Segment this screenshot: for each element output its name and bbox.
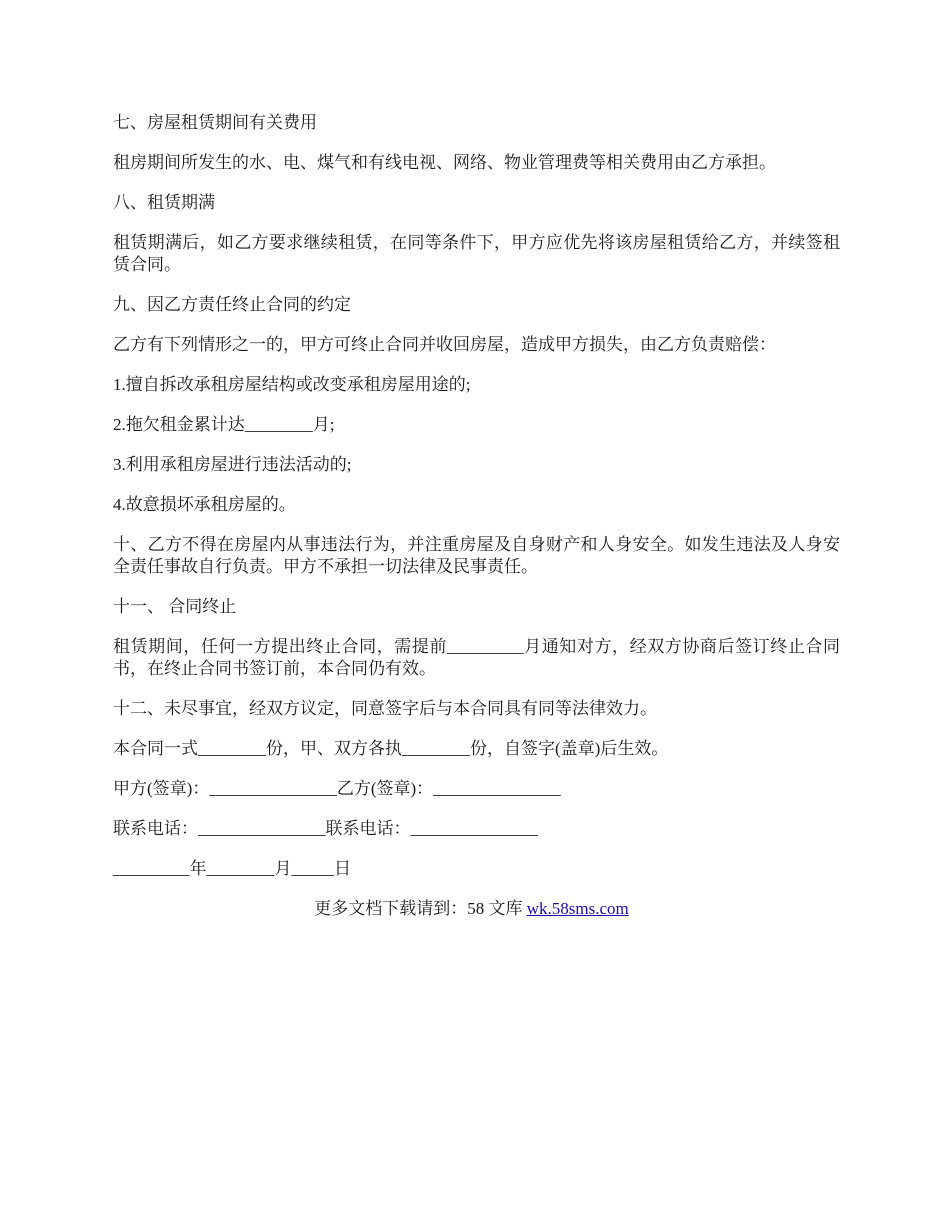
section-11-heading: 十一、 合同终止: [113, 597, 237, 616]
section-9-intro: 乙方有下列情形之一的，甲方可终止合同并收回房屋，造成甲方损失，由乙方负责赔偿：: [113, 335, 776, 354]
footer-link[interactable]: wk.58sms.com: [526, 899, 629, 918]
copies-clause: 本合同一式________份，甲、双方各执________份，自签字(盖章)后生效。: [113, 739, 669, 758]
section-8-heading: 八、租赁期满: [113, 193, 215, 212]
phone-line: 联系电话：_______________联系电话：_______________: [113, 819, 538, 838]
footer-prefix: 更多文档下载请到：58 文库: [314, 899, 527, 918]
section-9-item-1: 1.擅自拆改承租房屋结构或改变承租房屋用途的;: [113, 375, 471, 394]
section-7-heading: 七、房屋租赁期间有关费用: [113, 113, 317, 132]
signature-line: 甲方(签章)：_______________乙方(签章)：_______________: [113, 779, 561, 798]
section-10-body: 十、乙方不得在房屋内从事违法行为，并注重房屋及自身财产和人身安全。如发生违法及人身安全责任事故自行负责。甲方不承担一切法律及民事责任。: [113, 535, 840, 576]
section-8-body: 租赁期满后，如乙方要求继续租赁，在同等条件下，甲方应优先将该房屋租赁给乙方，并续签租赁合同。: [113, 233, 840, 274]
section-11-body: 租赁期间，任何一方提出终止合同，需提前_________月通知对方，经双方协商后签订终止合同书，在终止合同书签订前，本合同仍有效。: [113, 637, 840, 678]
section-12-body: 十二、未尽事宜，经双方议定，同意签字后与本合同具有同等法律效力。: [113, 699, 657, 718]
section-9-item-3: 3.利用承租房屋进行违法活动的;: [113, 455, 352, 474]
section-9-heading: 九、因乙方责任终止合同的约定: [113, 295, 351, 314]
section-7-body: 租房期间所发生的水、电、煤气和有线电视、网络、物业管理费等相关费用由乙方承担。: [113, 153, 776, 172]
section-9-item-2: 2.拖欠租金累计达________月;: [113, 415, 335, 434]
date-line: _________年________月_____日: [113, 859, 351, 878]
download-footer: [113, 898, 840, 920]
section-9-item-4: 4.故意损坏承租房屋的。: [113, 495, 296, 514]
